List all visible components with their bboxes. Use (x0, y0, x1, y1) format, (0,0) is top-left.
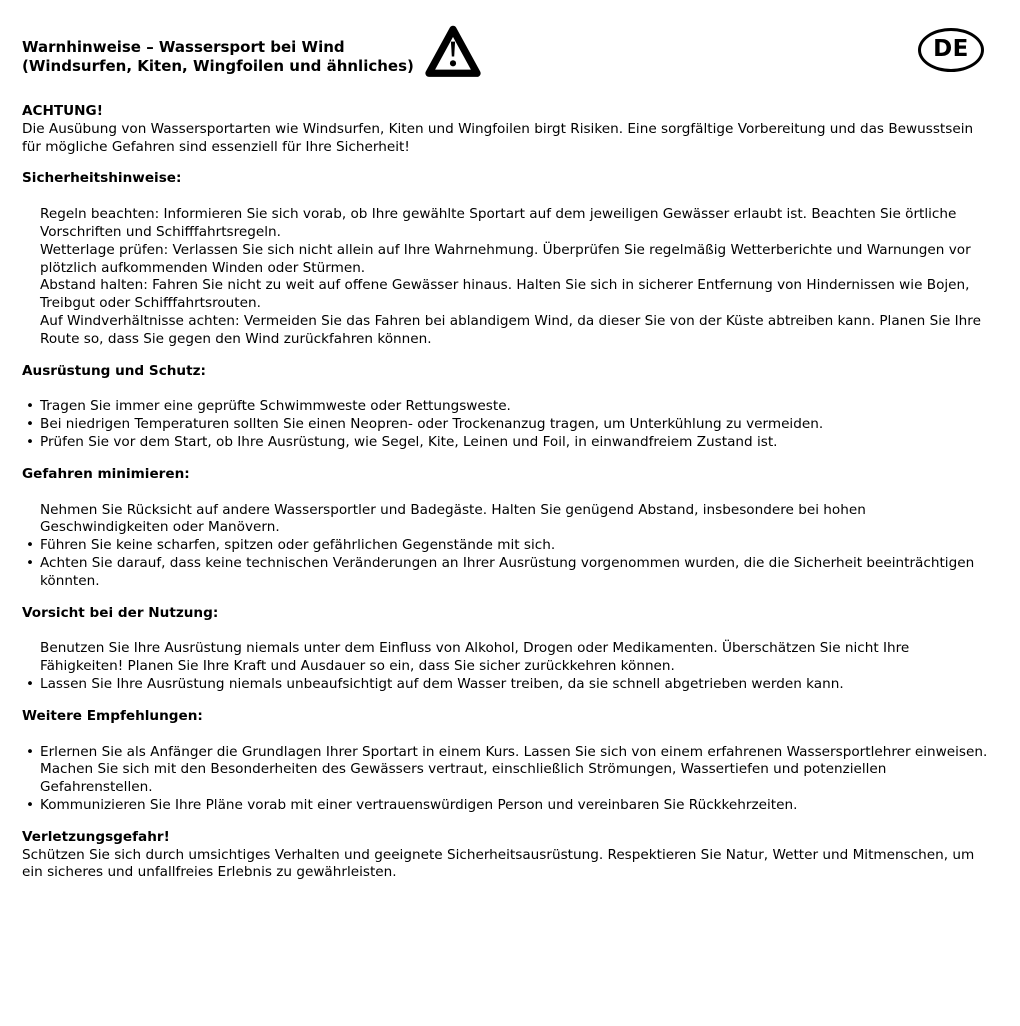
title-line-2: (Windsurfen, Kiten, Wingfoilen und ähnliches) (22, 57, 414, 75)
list-item-text: Erlernen Sie als Anfänger die Grundlagen Ihrer Sportart in einem Kurs. Lassen Sie sich von einem erfahrenen Wassersportlehrer einweisen. (40, 743, 988, 760)
bullet-marker: • (26, 796, 35, 813)
list-item (22, 416, 996, 434)
paragraph: Wetterlage prüfen: Verlassen Sie sich nicht allein auf Ihre Wahrnehmung. Überprüfen Sie regelmäßig Wetterberichte und Warnungen vor plötzlich aufkommenden Winden oder Stürmen. (40, 241, 971, 276)
bullet-marker: • (26, 743, 35, 760)
section-vorsicht-bei-der-nutzung (22, 605, 996, 694)
paragraph: Abstand halten: Fahren Sie nicht zu weit auf offene Gewässer hinaus. Halten Sie sich in sicherer Entfernung von Hindernissen wie Bojen, Treibgut oder Schifffahrtsrouten. (40, 277, 970, 312)
paragraph: Machen Sie sich mit den Besonderheiten des Gewässers vertraut, einschließlich Strömungen, Wassertiefen und potenziellen Gefahrenstellen. (40, 761, 887, 796)
list-item (22, 744, 996, 762)
list-item (22, 676, 996, 694)
section-gefahren-minimieren (22, 466, 996, 591)
section-heading: Sicherheitshinweise: (22, 170, 182, 187)
list-item (22, 797, 996, 815)
paragraph: Nehmen Sie Rücksicht auf andere Wassersportler und Badegäste. Halten Sie genügend Abstand, insbesondere bei hohen Geschwindigkeiten oder Manövern. (40, 501, 866, 536)
list-item-text: Prüfen Sie vor dem Start, ob Ihre Ausrüstung, wie Segel, Kite, Leinen und Foil, in einwandfreiem Zustand ist. (40, 433, 778, 450)
section-sicherheitshinweise (22, 170, 996, 348)
list-item-text: Lassen Sie Ihre Ausrüstung niemals unbeaufsichtigt auf dem Wasser treiben, da sie schnell abgetrieben werden kann. (40, 675, 844, 692)
section-achtung (22, 103, 996, 156)
warning-triangle-icon (424, 21, 482, 83)
paragraph: Die Ausübung von Wassersportarten wie Windsurfen, Kiten und Wingfoilen birgt Risiken. Eine sorgfältige Vorbereitung und das Bewusstsein für mögliche Gefahren sind essenziell für Ihre Sicherheit! (22, 120, 974, 155)
section-verletzungsgefahr (22, 829, 996, 882)
bullet-marker: • (26, 398, 35, 415)
list-item-text: Führen Sie keine scharfen, spitzen oder gefährlichen Gegenstände mit sich. (40, 537, 556, 554)
list-item-text: Bei niedrigen Temperaturen sollten Sie einen Neopren- oder Trockenanzug tragen, um Unterkühlung zu vermeiden. (40, 416, 824, 433)
page-title (22, 38, 414, 76)
bullet-marker: • (26, 554, 35, 571)
section-heading: ACHTUNG! (22, 103, 103, 119)
language-badge-label: DE (933, 36, 969, 63)
list-item (22, 434, 996, 452)
document-header (22, 38, 996, 83)
section-heading: Gefahren minimieren: (22, 465, 190, 482)
paragraph: Auf Windverhältnisse achten: Vermeiden Sie das Fahren bei ablandigem Wind, da dieser Sie von der Küste abtreiben kann. Planen Sie Ihre Route so, dass Sie gegen den Wind zurückfahren können. (40, 312, 981, 347)
bullet-marker: • (26, 416, 35, 433)
section-heading: Vorsicht bei der Nutzung: (22, 604, 219, 621)
section-weitere-empfehlungen (22, 708, 996, 815)
bullet-marker: • (26, 537, 35, 554)
section-heading: Verletzungsgefahr! (22, 828, 170, 845)
bullet-marker: • (26, 433, 35, 450)
paragraph: Schützen Sie sich durch umsichtiges Verhalten und geeignete Sicherheitsausrüstung. Respektieren Sie Natur, Wetter und Mitmenschen, um ein sicheres und unfallfreies Erlebnis zu gewährleisten. (22, 846, 975, 881)
title-line-1: Warnhinweise – Wassersport bei Wind (22, 38, 345, 56)
list-item (22, 555, 996, 591)
list-item-text: Tragen Sie immer eine geprüfte Schwimmweste oder Rettungsweste. (40, 398, 511, 415)
paragraph: Regeln beachten: Informieren Sie sich vorab, ob Ihre gewählte Sportart auf dem jeweiligen Gewässer erlaubt ist. Beachten Sie örtliche Vorschriften und Schifffahrtsregeln. (40, 206, 957, 240)
section-heading: Ausrüstung und Schutz: (22, 362, 206, 379)
bullet-marker: • (26, 675, 35, 692)
list-item-text: Achten Sie darauf, dass keine technischen Veränderungen an Ihrer Ausrüstung vorgenommen wurden, die die Sicherheit beeinträchtigen könnten. (40, 554, 975, 589)
list-item-text: Kommunizieren Sie Ihre Pläne vorab mit einer vertrauenswürdigen Person und vereinbaren Sie Rückkehrzeiten. (40, 796, 798, 813)
section-heading: Weitere Empfehlungen: (22, 707, 203, 724)
list-item (22, 537, 996, 555)
language-badge (918, 28, 984, 72)
list-item (22, 398, 996, 416)
paragraph: Benutzen Sie Ihre Ausrüstung niemals unter dem Einfluss von Alkohol, Drogen oder Medikamenten. Überschätzen Sie nicht Ihre Fähigkeiten! Planen Sie Ihre Kraft und Ausdauer so ein, dass Sie sicher zurückkehren können. (40, 640, 910, 675)
section-ausruestung-und-schutz (22, 363, 996, 452)
